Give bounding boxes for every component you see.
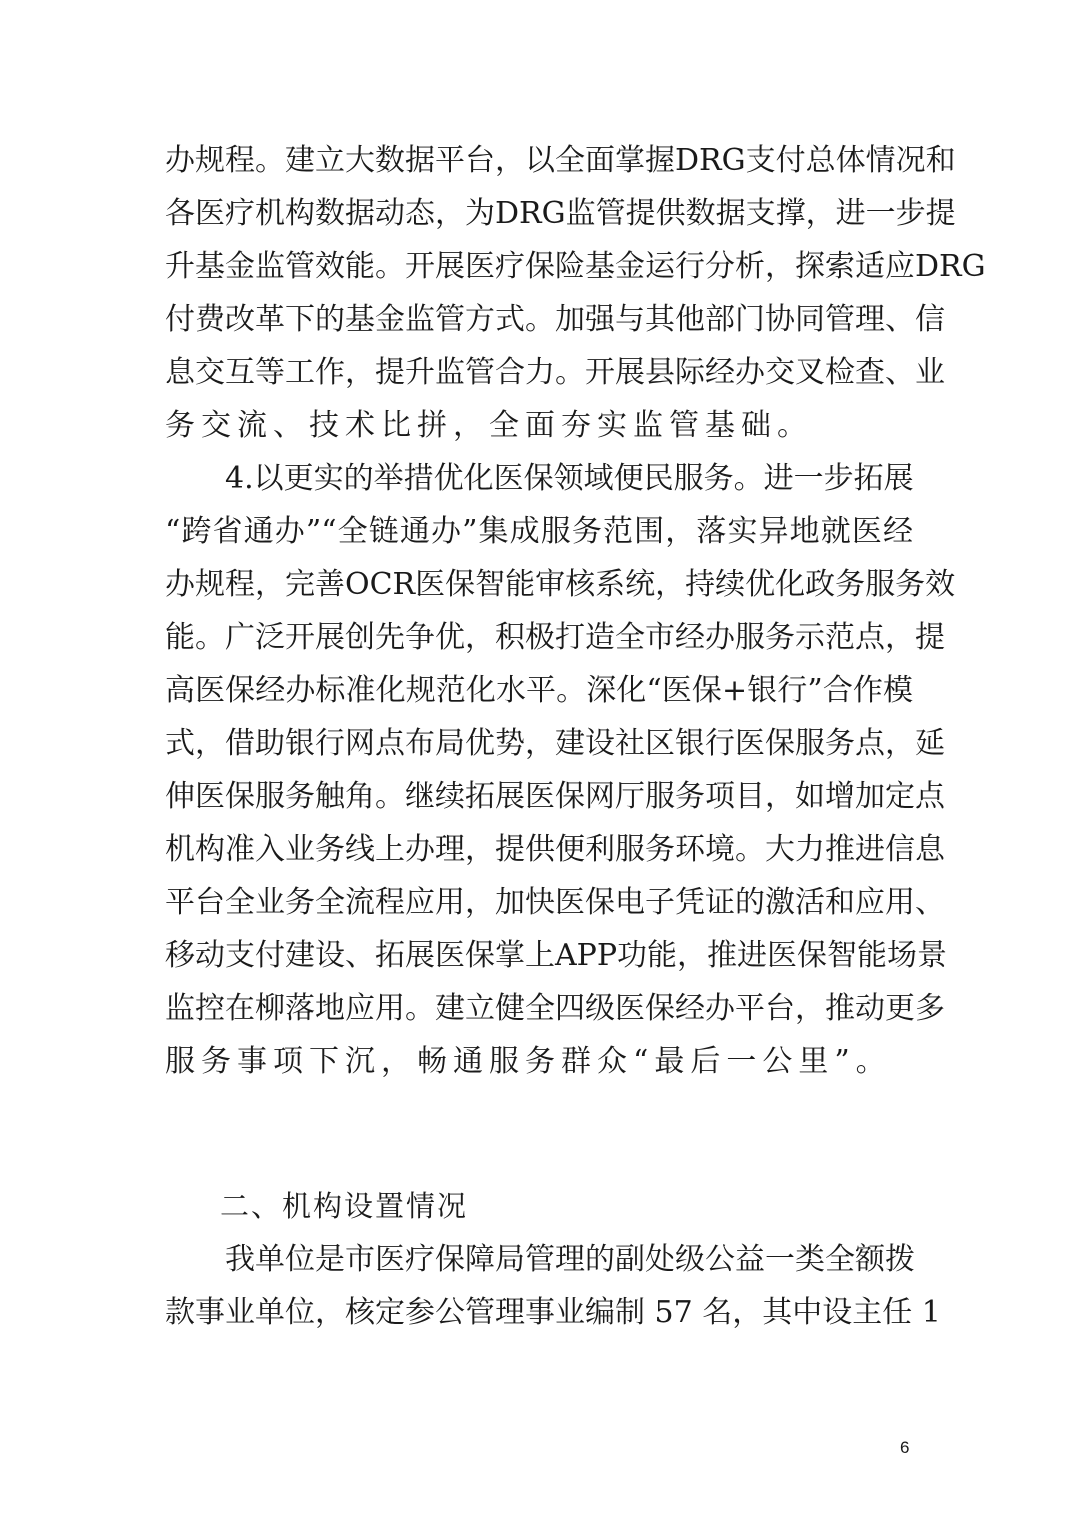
- paragraph-line: 能。广泛开展创先争优，积极打造全市经办服务示范点，提: [165, 620, 945, 655]
- paragraph-line: “跨省通办”“全链通办”集成服务范围，落实异地就医经: [165, 514, 913, 549]
- paragraph-line: 移动支付建设、拓展医保掌上APP功能，推进医保智能场景: [165, 938, 948, 973]
- paragraph-line: 伸医保服务触角。继续拓展医保网厅服务项目，如增加定点: [165, 779, 945, 814]
- paragraph-line: 机构准入业务线上办理，提供便利服务环境。大力推进信息: [165, 832, 945, 867]
- paragraph-line: 监控在柳落地应用。建立健全四级医保经办平台，推动更多: [165, 991, 945, 1026]
- paragraph-line: 息交互等工作，提升监管合力。开展县际经办交叉检查、业: [165, 355, 945, 390]
- page-number: 6: [900, 1438, 910, 1457]
- paragraph-line: 付费改革下的基金监管方式。加强与其他部门协同管理、信: [165, 302, 945, 337]
- paragraph-line: 办规程，完善OCR医保智能审核系统，持续优化政务服务效: [165, 567, 956, 602]
- paragraph-line: 我单位是市医疗保障局管理的副处级公益一类全额拨: [225, 1242, 915, 1277]
- paragraph-line: 高医保经办标准化规范化水平。深化“医保+银行”合作模: [165, 673, 913, 708]
- paragraph-line: 平台全业务全流程应用，加快医保电子凭证的激活和应用、: [165, 885, 945, 920]
- paragraph-line: 4.以更实的举措优化医保领域便民服务。进一步拓展: [225, 461, 914, 496]
- paragraph-line: 办规程。建立大数据平台，以全面掌握DRG支付总体情况和: [165, 143, 956, 178]
- paragraph-line: 升基金监管效能。开展医疗保险基金运行分析，探索适应DRG: [165, 249, 986, 284]
- paragraph-line: 款事业单位，核定参公管理事业编制 57 名，其中设主任 1: [165, 1295, 941, 1330]
- paragraph-line: 服务事项下沉，畅通服务群众“最后一公里”。: [165, 1044, 892, 1079]
- section-heading: 二、机构设置情况: [220, 1189, 469, 1223]
- paragraph-line: 式，借助银行网点布局优势，建设社区银行医保服务点，延: [165, 726, 945, 761]
- paragraph-line: 务交流、技术比拼，全面夯实监管基础。: [165, 408, 813, 443]
- paragraph-line: 各医疗机构数据动态，为DRG监管提供数据支撑，进一步提: [165, 196, 956, 231]
